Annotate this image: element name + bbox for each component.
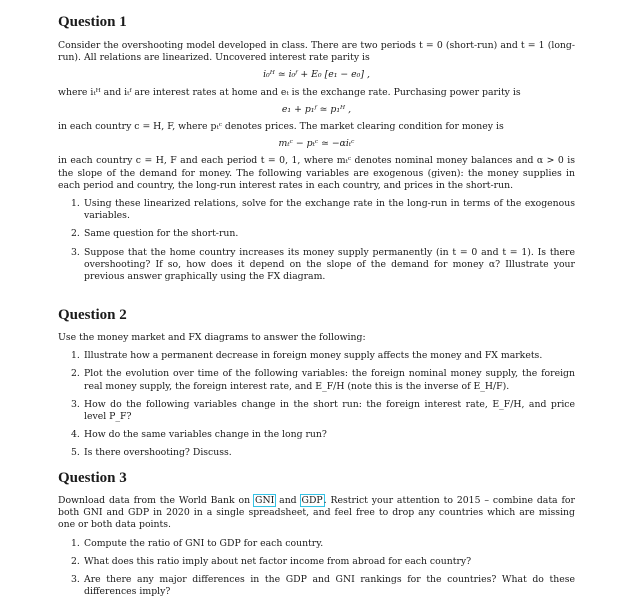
- q2-item-list: [58, 350, 575, 459]
- q1-item-list: [58, 198, 575, 283]
- item-text: Are there any major differences in the GDP and GNI rankings for the countries? What do these differences imply?: [84, 574, 575, 598]
- item-text: Suppose that the home country increases its money supply permanently (in t = 0 and t = 1). Is there overshooting? If so, how does it depend on the slope of the demand for money α? Illustrate your previous answer graphically using the FX diagram.: [84, 246, 575, 283]
- list-item: [58, 556, 575, 568]
- item-text: Illustrate how a permanent decrease in foreign money supply affects the money and FX markets.: [84, 350, 543, 362]
- item-text: How do the same variables change in the long run?: [84, 429, 327, 441]
- item-number: 3.: [71, 246, 80, 258]
- list-item: [58, 538, 575, 550]
- item-text: Is there overshooting? Discuss.: [84, 447, 232, 459]
- item-number: 2.: [71, 555, 80, 567]
- item-number: 2.: [71, 228, 80, 240]
- item-text: What does this ratio imply about net factor income from abroad for each country?: [84, 555, 472, 567]
- q1-prices-text: in each country c = H, F, where pₜᶜ denotes prices. The market clearing condition for money is: [58, 121, 504, 133]
- question-1: [58, 13, 575, 283]
- q1-equation-ppp: e₁ + p₁ᶠ ≃ p₁ᴴ ,: [281, 103, 352, 115]
- item-number: 1.: [71, 198, 80, 210]
- question-2-title: Question 2: [58, 307, 127, 323]
- list-item: [58, 198, 575, 222]
- q2-intro: Use the money market and FX diagrams to answer the following:: [58, 332, 366, 343]
- q3-intro-start: Download data from the World Bank on: [58, 495, 251, 506]
- q3-item-list: [58, 538, 575, 599]
- q1-intro: Consider the overshooting model developed in class. There are two periods t = 0 (short-run) and t = 1 (long-run). All relations are linearized. Uncovered interest rate parity is: [58, 40, 575, 64]
- item-text: How do the following variables change in the short run: the foreign interest rate, E_F/H, and price level P_F?: [84, 398, 575, 423]
- q3-intro: [58, 495, 575, 532]
- list-item: [58, 228, 575, 240]
- question-2: [58, 306, 575, 460]
- list-item: [58, 350, 575, 362]
- item-text: Same question for the short-run.: [84, 228, 239, 240]
- list-item: [58, 429, 575, 441]
- list-item: [58, 447, 575, 459]
- q1-money-text: in each country c = H, F and each period t = 0, 1, where mₜᶜ denotes nominal money balances and α > 0 is the slope of the demand for money. The following variables are exogenous (given): the money supplies in each period and country, the long-run interest rates in each country, and prices in the short-run.: [58, 155, 575, 191]
- item-number: 2.: [71, 368, 80, 380]
- item-number: 3.: [71, 398, 80, 410]
- q1-where-rates: where iₜᴴ and iₜᶠ are interest rates at home and eₜ is the exchange rate. Purchasing power parity is: [58, 86, 521, 98]
- q3-intro-rest: . Restrict your attention to 2015 – combine data for both GNI and GDP in 2020 in a single spreadsheet, and feel free to drop any countries which are missing one or both data points.: [58, 495, 575, 531]
- item-text: Compute the ratio of GNI to GDP for each country.: [84, 537, 324, 549]
- question-3: [58, 469, 575, 598]
- item-number: 3.: [71, 574, 80, 586]
- item-number: 1.: [71, 537, 80, 549]
- question-1-title: Question 1: [58, 14, 127, 30]
- gdp-link[interactable]: GDP: [301, 495, 323, 506]
- q1-equation-money: mₜᶜ − pₜᶜ ≃ −αiₜᶜ: [278, 138, 355, 150]
- list-item: [58, 399, 575, 423]
- item-text: Using these linearized relations, solve for the exchange rate in the long-run in terms of the exogenous variables.: [84, 198, 575, 222]
- gni-link[interactable]: GNI: [255, 495, 275, 506]
- question-3-title: Question 3: [58, 470, 127, 486]
- list-item: [58, 574, 575, 598]
- item-number: 1.: [71, 350, 80, 362]
- item-number: 5.: [71, 447, 80, 459]
- q3-intro-and: and: [279, 495, 297, 506]
- list-item: [58, 247, 575, 284]
- q1-equation-uip: i₀ᴴ ≃ i₀ᶠ + E₀ [e₁ − e₀] ,: [263, 69, 370, 81]
- item-text: Plot the evolution over time of the following variables: the foreign nominal money supply, the foreign real money supply, the foreign interest rate, and E_F/H (note this is the inverse of E_H/F).: [84, 368, 575, 392]
- item-number: 4.: [71, 429, 80, 441]
- list-item: [58, 368, 575, 392]
